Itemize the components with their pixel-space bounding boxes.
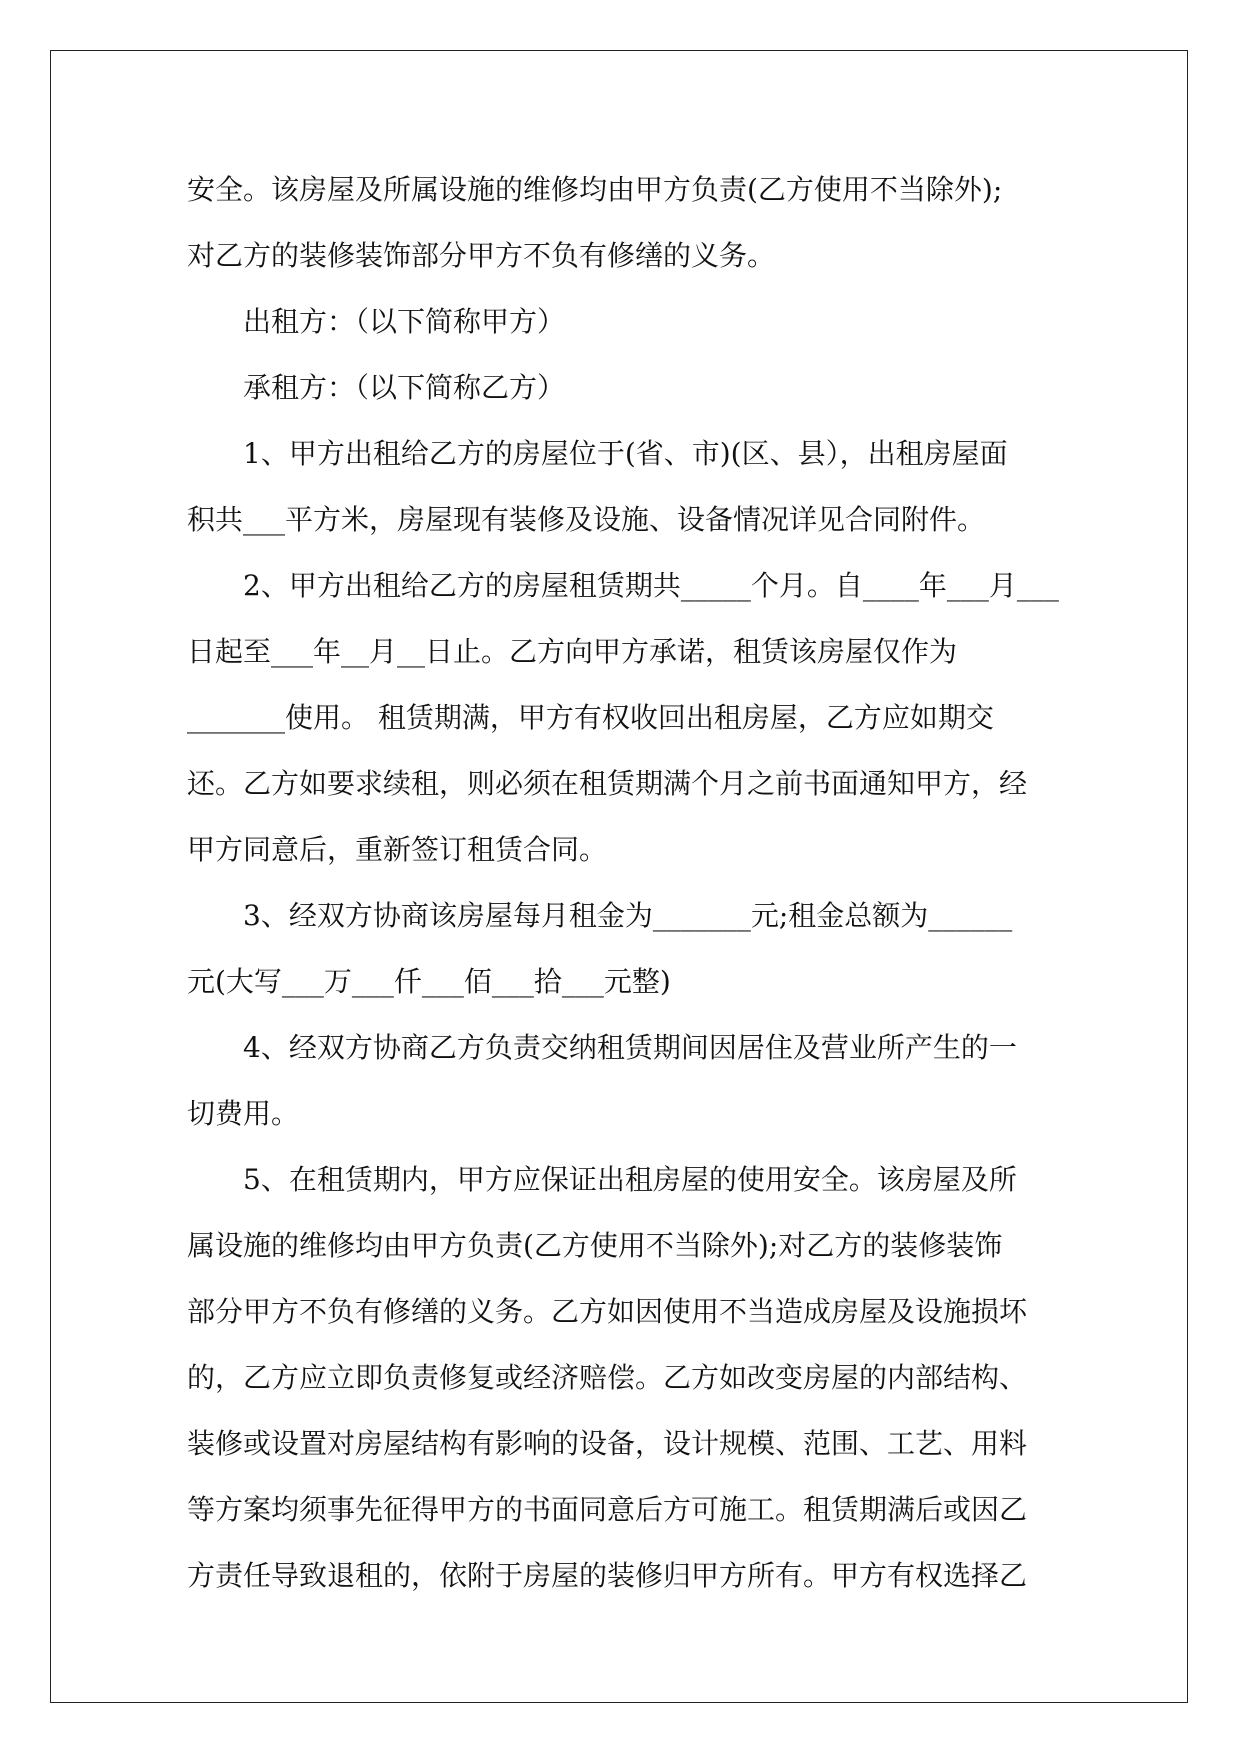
text-line: 元(大写___万___仟___佰___拾___元整) (187, 965, 671, 998)
text-line: 甲方同意后，重新签订租赁合同。 (187, 833, 608, 866)
text-line: 2、甲方出租给乙方的房屋租赁期共_____个月。自____年___月___ (243, 569, 1059, 602)
text-line: 1、甲方出租给乙方的房屋位于(省、市)(区、县），出租房屋面 (243, 437, 1008, 470)
text-line: 3、经双方协商该房屋每月租金为_______元;租金总额为______ (243, 899, 1013, 932)
document-body (187, 157, 1057, 1609)
text-line: 出租方：（以下简称甲方） (243, 305, 566, 338)
text-line: 5、在租赁期内，甲方应保证出租房屋的使用安全。该房屋及所 (243, 1163, 1017, 1196)
text-line: 还。乙方如要求续租，则必须在租赁期满个月之前书面通知甲方，经 (187, 767, 1028, 800)
text-line: 属设施的维修均由甲方负责(乙方使用不当除外);对乙方的装修装饰 (187, 1229, 1003, 1262)
text-line: 的，乙方应立即负责修复或经济赔偿。乙方如改变房屋的内部结构、 (187, 1361, 1028, 1394)
text-line: 部分甲方不负有修缮的义务。乙方如因使用不当造成房屋及设施损坏 (187, 1295, 1028, 1328)
text-line: 安全。该房屋及所属设施的维修均由甲方负责(乙方使用不当除外); (187, 173, 1003, 206)
text-line: 等方案均须事先征得甲方的书面同意后方可施工。租赁期满后或因乙 (187, 1493, 1028, 1526)
text-line: _______使用。 租赁期满，甲方有权收回出租房屋，乙方应如期交 (187, 701, 994, 734)
text-line: 对乙方的装修装饰部分甲方不负有修缮的义务。 (187, 239, 776, 272)
text-line: 日起至___年__月__日止。乙方向甲方承诺，租赁该房屋仅作为 (187, 635, 958, 668)
text-line: 切费用。 (187, 1097, 300, 1130)
text-line: 承租方：（以下简称乙方） (243, 371, 566, 404)
text-line: 4、经双方协商乙方负责交纳租赁期间因居住及营业所产生的一 (243, 1031, 1017, 1064)
text-line: 积共___平方米，房屋现有装修及设施、设备情况详见合同附件。 (187, 503, 986, 536)
text-line: 方责任导致退租的，依附于房屋的装修归甲方所有。甲方有权选择乙 (187, 1559, 1028, 1592)
text-line: 装修或设置对房屋结构有影响的设备，设计规模、范围、工艺、用料 (187, 1427, 1028, 1460)
